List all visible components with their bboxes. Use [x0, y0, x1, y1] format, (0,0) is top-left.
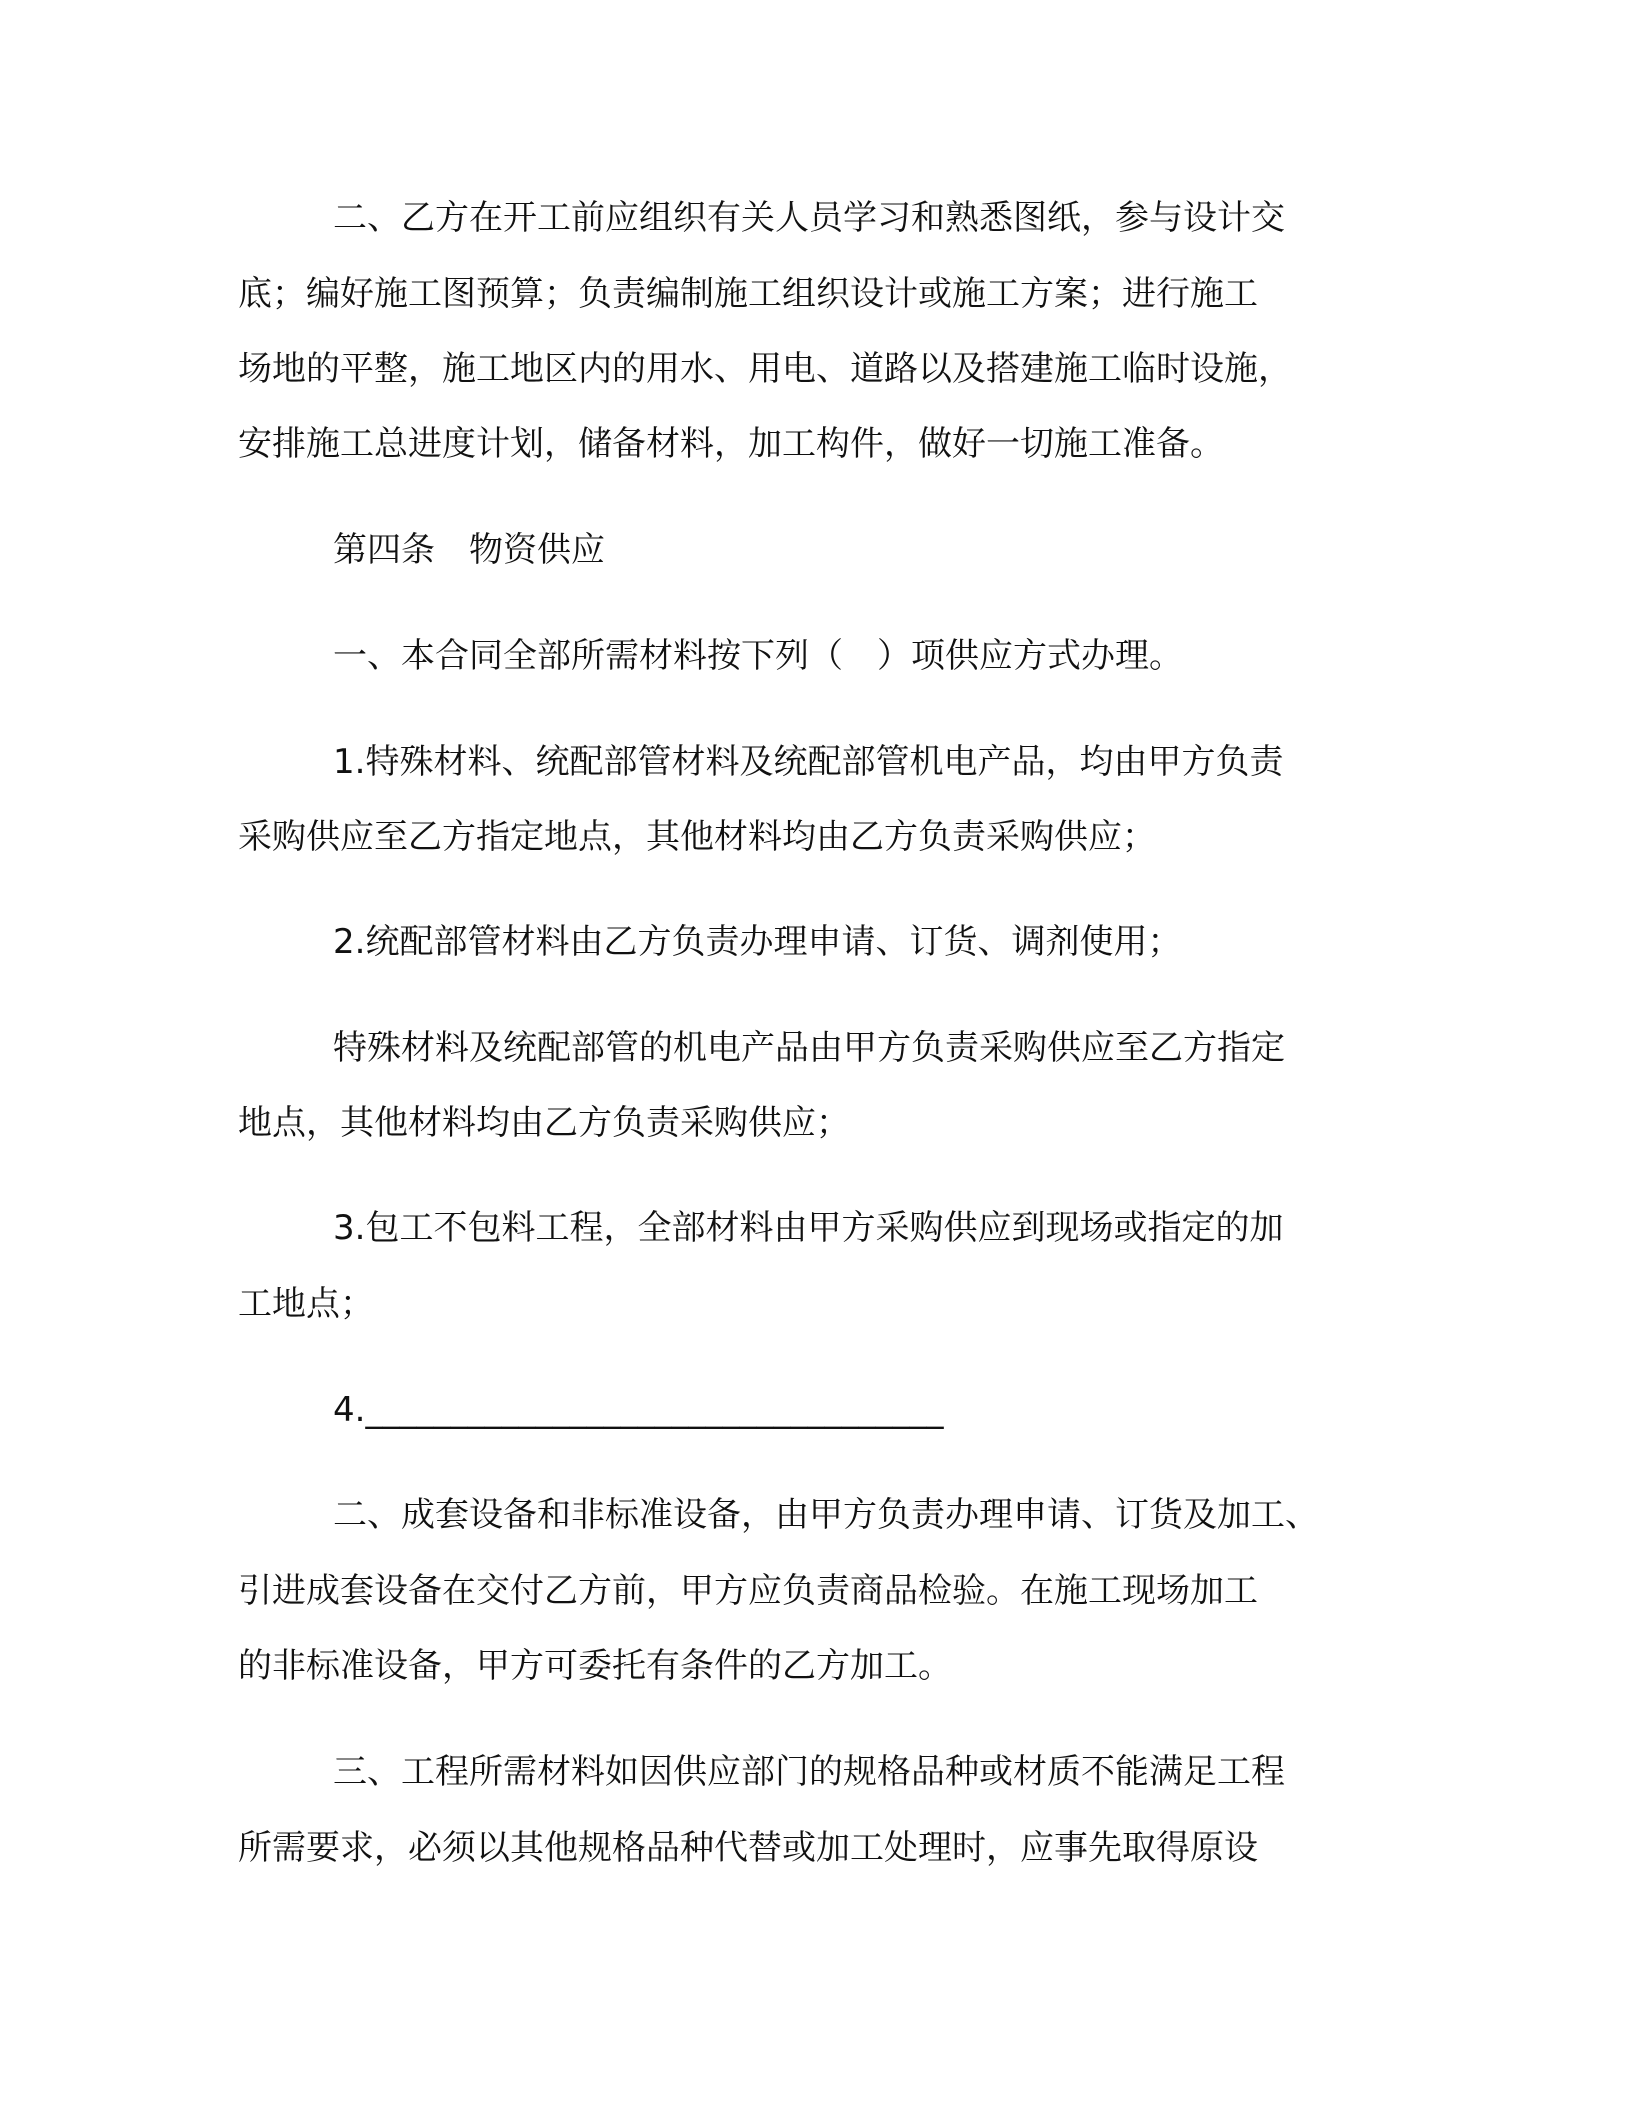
- paragraph-5-line-1: 2.统配部管材料由乙方负责办理申请、订货、调剂使用；: [333, 922, 1182, 962]
- paragraph-7-line-2: 工地点；: [238, 1284, 374, 1324]
- paragraph-1-line-4: 安排施工总进度计划，储备材料，加工构件，做好一切施工准备。: [238, 424, 1224, 464]
- paragraph-9-line-1: 二、成套设备和非标准设备，由甲方负责办理申请、订货及加工、: [333, 1495, 1319, 1535]
- blank-item-line: 4.__________________________________: [333, 1390, 944, 1430]
- paragraph-4-line-1: 1.特殊材料、统配部管材料及统配部管机电产品，均由甲方负责: [333, 742, 1284, 782]
- paragraph-9-line-2: 引进成套设备在交付乙方前，甲方应负责商品检验。在施工现场加工: [238, 1571, 1258, 1611]
- paragraph-10-line-2: 所需要求，必须以其他规格品种代替或加工处理时，应事先取得原设: [238, 1828, 1258, 1868]
- paragraph-10-line-1: 三、工程所需材料如因供应部门的规格品种或材质不能满足工程: [333, 1752, 1285, 1792]
- article-heading: 第四条 物资供应: [333, 530, 605, 570]
- paragraph-7-line-1: 3.包工不包料工程，全部材料由甲方采购供应到现场或指定的加: [333, 1208, 1284, 1248]
- paragraph-6-line-1: 特殊材料及统配部管的机电产品由甲方负责采购供应至乙方指定: [333, 1028, 1285, 1068]
- paragraph-1-line-2: 底；编好施工图预算；负责编制施工组织设计或施工方案；进行施工: [238, 274, 1258, 314]
- paragraph-1-line-3: 场地的平整，施工地区内的用水、用电、道路以及搭建施工临时设施，: [238, 349, 1292, 389]
- paragraph-6-line-2: 地点，其他材料均由乙方负责采购供应；: [238, 1103, 850, 1143]
- paragraph-9-line-3: 的非标准设备，甲方可委托有条件的乙方加工。: [238, 1646, 952, 1686]
- paragraph-4-line-2: 采购供应至乙方指定地点，其他材料均由乙方负责采购供应；: [238, 817, 1156, 857]
- paragraph-1-line-1: 二、乙方在开工前应组织有关人员学习和熟悉图纸，参与设计交: [333, 198, 1285, 238]
- paragraph-3-line-1: 一、本合同全部所需材料按下列（ ）项供应方式办理。: [333, 636, 1183, 676]
